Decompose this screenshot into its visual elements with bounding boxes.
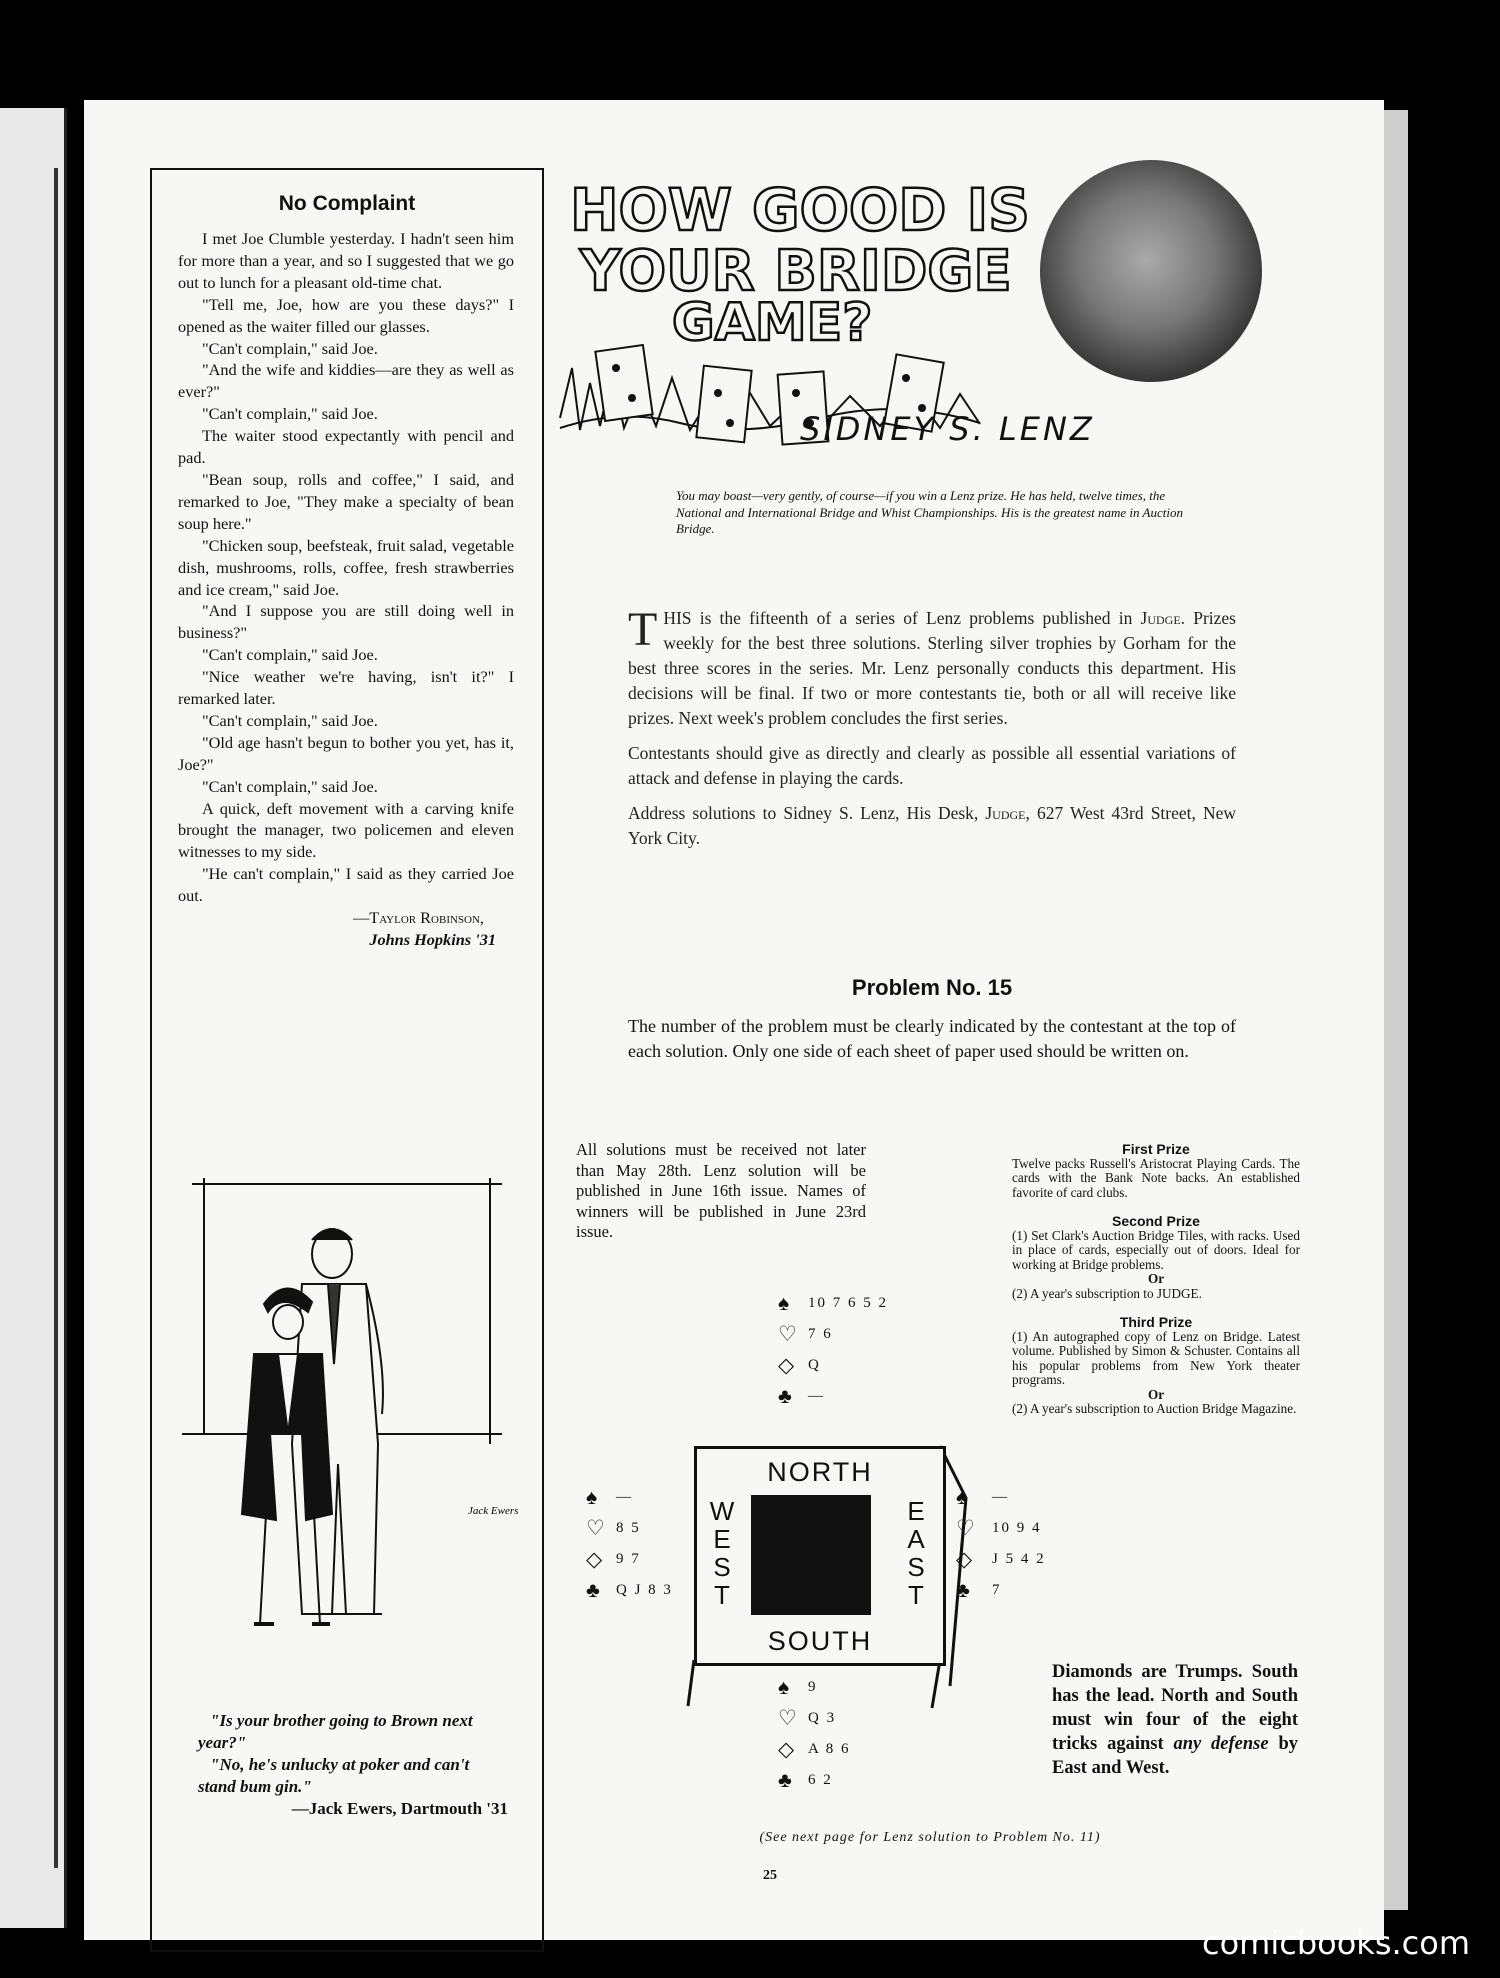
caption-line: "Is your brother going to Brown next year?" xyxy=(198,1711,473,1752)
diamond-icon: ◇ xyxy=(586,1547,605,1571)
story-paragraph: A quick, deft movement with a carving knife brought the manager, two policemen and eleven witnesses to my side. xyxy=(178,798,514,862)
west-hearts: 8 5 xyxy=(616,1520,641,1536)
spade-icon: ♠ xyxy=(778,1291,792,1315)
north-diamonds: Q xyxy=(808,1357,821,1373)
footnote: (See next page for Lenz solution to Problem No. 11) xyxy=(759,1830,1101,1845)
story-paragraph: "And I suppose you are still doing well in business?" xyxy=(178,601,514,643)
story-paragraph: "Chicken soup, beefsteak, fruit salad, vegetable dish, mushrooms, rolls, coffee, fresh strawberries and ice cream," said Joe. xyxy=(178,535,514,599)
no-complaint-box xyxy=(150,168,544,1952)
body-paragraph-1 xyxy=(628,603,1236,731)
prize-or: Or xyxy=(1147,1386,1165,1402)
diamond-icon: ◇ xyxy=(778,1737,797,1761)
trump-emphasis: any defense xyxy=(1173,1734,1269,1754)
story-paragraph: "Can't complain," said Joe. xyxy=(202,338,378,358)
trump-text-run: Diamonds are Trumps. South has the lead. North and South must win four of the eight tricks against xyxy=(1052,1662,1298,1754)
story-paragraph: I met Joe Clumble yesterday. I hadn't seen him for more than a year, and so I suggested that we go out to lunch for a pleasant old-time chat. xyxy=(178,229,514,292)
caption-line: "No, he's unlucky at poker and can't stand bum gin." xyxy=(198,1755,470,1796)
body-text-run: Address solutions to Sidney S. Lenz, His Desk, xyxy=(628,803,986,823)
south-diamonds: A 8 6 xyxy=(808,1741,851,1757)
story-paragraph: "Tell me, Joe, how are you these days?" I opened as the waiter filled our glasses. xyxy=(178,294,514,336)
heart-icon: ♡ xyxy=(778,1322,799,1346)
diamond-icon: ◇ xyxy=(956,1547,975,1571)
third-prize-option-1: (1) An autographed copy of Lenz on Bridge. Latest volume. Published by Simon & Schuster. Contains all his popular problems from New York theater programs. xyxy=(1012,1328,1300,1387)
heart-icon: ♡ xyxy=(586,1516,607,1540)
heart-icon: ♡ xyxy=(956,1516,977,1540)
trump-text xyxy=(1052,1660,1298,1780)
story-paragraph: "And the wife and kiddies—are they as well as ever?" xyxy=(178,360,514,402)
trump-text-run: by East and West. xyxy=(1052,1734,1298,1778)
story-paragraph: The waiter stood expectantly with pencil and pad. xyxy=(178,426,514,468)
story-author-school: Johns Hopkins '31 xyxy=(369,930,496,949)
body-text-run: , 627 West 43rd Street, New York City. xyxy=(628,803,1236,848)
spade-icon: ♠ xyxy=(956,1485,970,1509)
west-hand xyxy=(586,1482,673,1606)
prize-list xyxy=(1012,1142,1300,1417)
story-paragraph: "Can't complain," said Joe. xyxy=(202,776,378,796)
no-complaint-story xyxy=(178,228,514,951)
drop-cap: T xyxy=(628,603,658,656)
cartoon-caption xyxy=(198,1710,508,1820)
south-label: SOUTH xyxy=(767,1626,873,1656)
story-paragraph: "Can't complain," said Joe. xyxy=(202,710,378,730)
club-icon: ♣ xyxy=(586,1578,602,1602)
third-prize-heading: Third Prize xyxy=(1119,1314,1193,1330)
page-gutter xyxy=(1384,110,1408,1910)
south-hearts: Q 3 xyxy=(808,1710,837,1726)
lenz-portrait xyxy=(1040,160,1262,382)
north-label: NORTH xyxy=(767,1457,873,1487)
problem-title: Problem No. 15 xyxy=(851,975,1013,1000)
no-complaint-title: No Complaint xyxy=(278,192,416,215)
club-icon: ♣ xyxy=(956,1578,972,1602)
header-title-line2: YOUR BRIDGE xyxy=(580,239,1012,304)
page-number: 25 xyxy=(763,1868,777,1883)
east-label xyxy=(903,1497,931,1609)
problem-instructions xyxy=(628,1014,1236,1064)
couple-illustration xyxy=(182,1184,519,1644)
header-title-line3: GAME? xyxy=(672,293,873,353)
heart-icon: ♡ xyxy=(778,1706,799,1730)
story-author: —Taylor Robinson, xyxy=(353,908,484,928)
problem-instructions-text: The number of the problem must be clearly indicated by the contestant at the top of each solution. Only one side of each sheet of paper used should be written on. xyxy=(628,1016,1236,1061)
east-letters: EAST xyxy=(907,1496,925,1610)
west-diamonds: 9 7 xyxy=(616,1551,641,1567)
intro-caption: You may boast—very gently, of course—if you win a Lenz prize. He has held, twelve times, the National and International Bridge and Whist Championships. His is the greatest name in Auction Bridge. xyxy=(676,488,1183,536)
east-clubs: 7 xyxy=(992,1582,1002,1598)
spade-icon: ♠ xyxy=(778,1675,792,1699)
judge-name: Judge xyxy=(1140,608,1181,628)
first-prize-text: Twelve packs Russell's Aristocrat Playing Cards. The cards with the Bank Note backs. An established favorite of card clubs. xyxy=(1012,1155,1300,1200)
body-text-run: HIS is the fifteenth of a series of Lenz problems published in xyxy=(663,608,1141,628)
deadline-text: All solutions must be received not later than May 28th. Lenz solution will be published in June 16th issue. Names of winners will be published in June 23rd issue. xyxy=(576,1140,866,1241)
caption-signature: —Jack Ewers, Dartmouth '31 xyxy=(291,1799,508,1818)
story-paragraph: "Bean soup, rolls and coffee," I said, and remarked to Joe, "They make a specialty of bean soup here." xyxy=(178,469,514,533)
diamond-icon: ◇ xyxy=(778,1353,797,1377)
header-title-line1: HOW GOOD IS xyxy=(570,176,1030,244)
club-icon: ♣ xyxy=(778,1768,794,1792)
second-prize-heading: Second Prize xyxy=(1112,1213,1200,1229)
south-spades: 9 xyxy=(808,1679,818,1695)
table-center xyxy=(751,1495,871,1615)
trump-conditions xyxy=(1052,1660,1298,1780)
east-spades: — xyxy=(992,1489,1009,1505)
west-clubs: Q J 8 3 xyxy=(616,1582,673,1598)
story-paragraph: "Can't complain," said Joe. xyxy=(202,404,378,424)
east-hearts: 10 9 4 xyxy=(992,1520,1042,1536)
body-paragraph-3 xyxy=(628,801,1236,851)
body-paragraph-2: Contestants should give as directly and clearly as possible all essential variations of attack and defense in playing the cards. xyxy=(628,743,1236,788)
west-label xyxy=(709,1497,737,1609)
judge-name: Judge xyxy=(985,803,1026,823)
story-paragraph: "He can't complain," I said as they carried Joe out. xyxy=(178,864,514,906)
body-text-run: . Prizes weekly for the best three solutions. Sterling silver trophies by Gorham for the best three scores in the series. Mr. Lenz personally conducts this department. His decisions will be final. If two or more contestants tie, both or all will receive like prizes. Next week's problem concludes the first series. xyxy=(628,608,1236,728)
west-spades: — xyxy=(616,1489,633,1505)
story-paragraph: "Old age hasn't begun to bother you yet, has it, Joe?" xyxy=(178,732,514,774)
first-prize-heading: First Prize xyxy=(1122,1141,1190,1157)
card-table xyxy=(694,1446,946,1666)
west-letters: WEST xyxy=(709,1496,735,1610)
east-diamonds: J 5 4 2 xyxy=(992,1551,1046,1567)
spade-icon: ♠ xyxy=(586,1485,600,1509)
north-hand xyxy=(778,1288,888,1412)
watermark: comicbooks.com xyxy=(1201,1924,1470,1962)
byline: SIDNEY S. LENZ xyxy=(800,410,1095,448)
second-prize-option-2: (2) A year's subscription to JUDGE. xyxy=(1012,1285,1202,1301)
story-paragraph: "Can't complain," said Joe. xyxy=(202,645,378,665)
article-body xyxy=(628,603,1236,861)
club-icon: ♣ xyxy=(778,1384,794,1408)
north-hearts: 7 6 xyxy=(808,1326,833,1342)
artist-signature: Jack Ewers xyxy=(468,1505,519,1517)
prize-or: Or xyxy=(1147,1271,1165,1286)
solution-deadline xyxy=(576,1140,866,1243)
second-prize-option-1: (1) Set Clark's Auction Bridge Tiles, with racks. Used in place of cards, especially out of doors. Ideal for working at Bridge problems. xyxy=(1012,1227,1300,1272)
third-prize-option-2: (2) A year's subscription to Auction Bridge Magazine. xyxy=(1012,1401,1297,1416)
story-paragraph: "Nice weather we're having, isn't it?" I remarked later. xyxy=(178,667,514,709)
north-clubs: — xyxy=(808,1388,825,1404)
facing-page-edge xyxy=(0,108,67,1928)
north-spades: 10 7 6 5 2 xyxy=(808,1295,888,1311)
south-clubs: 6 2 xyxy=(808,1772,833,1788)
